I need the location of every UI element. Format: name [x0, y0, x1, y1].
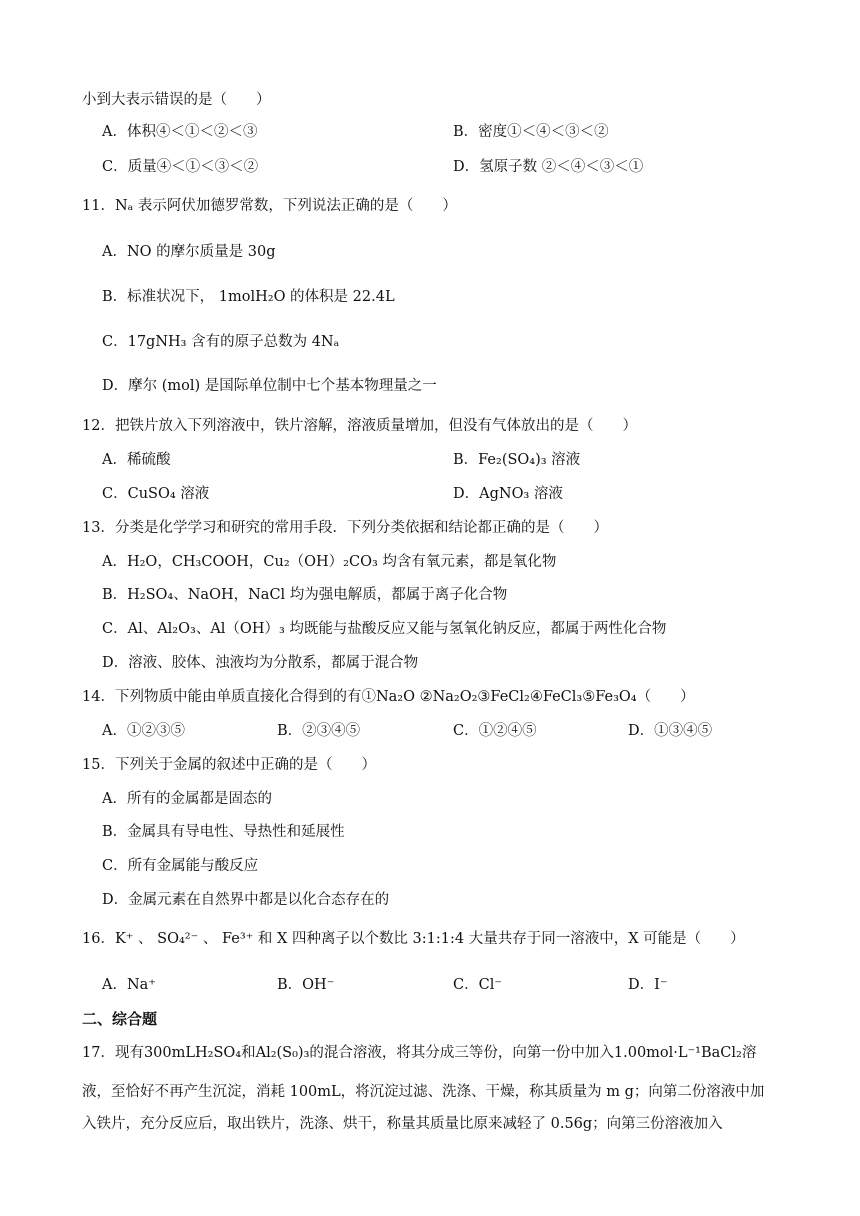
q14-option-d: D．①③④⑤ [628, 723, 713, 739]
q16-option-a: A．Na⁺ [102, 977, 156, 993]
q10-option-d: D．氢原子数 ②＜④＜③＜① [453, 159, 644, 175]
question-17-line-1: 17．现有300mLH₂SO₄和Al₂(S₀)₃的混合溶液，将其分成三等份，向第一份中加入1.00mol·L⁻¹BaCl₂溶 [82, 1045, 757, 1061]
q13-option-c: C．Al、Al₂O₃、Al（OH）₃ 均既能与盐酸反应又能与氢氧化钠反应，都属于两性化合物 [102, 621, 667, 637]
q13-option-b: B．H₂SO₄、NaOH，NaCl 均为强电解质，都属于离子化合物 [102, 587, 508, 603]
question-16-stem: 16．K⁺ 、 SO₄²⁻ 、 Fe³⁺ 和 X 四种离子以个数比 3:1:1:4 大量共存于同一溶液中，X 可能是（ ） [82, 931, 745, 947]
question-14-stem: 14．下列物质中能由单质直接化合得到的有①Na₂O ②Na₂O₂③FeCl₂④FeCl₃⑤Fe₃O₄（ ） [82, 689, 695, 705]
q16-option-c: C．Cl⁻ [453, 977, 502, 993]
question-17-line-2: 液，至恰好不再产生沉淀，消耗 100mL，将沉淀过滤、洗涤、干燥，称其质量为 m g；向第二份溶液中加 [82, 1084, 765, 1100]
section-heading-comprehensive: 二、综合题 [82, 1010, 158, 1028]
q10-option-a: A．体积④＜①＜②＜③ [102, 124, 258, 140]
q12-option-d: D．AgNO₃ 溶液 [453, 486, 563, 502]
q14-option-c: C．①②④⑤ [453, 723, 537, 739]
q12-option-b: B．Fe₂(SO₄)₃ 溶液 [453, 452, 581, 468]
q12-option-c: C．CuSO₄ 溶液 [102, 486, 210, 502]
question-10-stem-tail: 小到大表示错误的是（ ） [82, 92, 271, 108]
q13-option-a: A．H₂O，CH₃COOH，Cu₂（OH）₂CO₃ 均含有氧元素，都是氧化物 [102, 554, 557, 570]
q13-option-d: D．溶液、胶体、浊液均为分散系，都属于混合物 [102, 655, 419, 671]
q11-option-b: B．标准状况下， 1molH₂O 的体积是 22.4L [102, 289, 395, 305]
question-17-line-3: 入铁片，充分反应后，取出铁片，洗涤、烘干，称量其质量比原来减轻了 0.56g；向第三份溶液加入 [82, 1116, 723, 1132]
question-13-stem: 13．分类是化学学习和研究的常用手段．下列分类依据和结论都正确的是（ ） [82, 520, 608, 536]
q16-option-d: D．I⁻ [628, 977, 668, 993]
q10-option-c: C．质量④＜①＜③＜② [102, 159, 259, 175]
q16-option-b: B．OH⁻ [277, 977, 335, 993]
q14-option-a: A．①②③⑤ [102, 723, 185, 739]
q14-option-b: B．②③④⑤ [277, 723, 361, 739]
question-11-stem: 11．Nₐ 表示阿伏加德罗常数，下列说法正确的是（ ） [82, 198, 457, 214]
q15-option-c: C．所有金属能与酸反应 [102, 858, 259, 874]
q15-option-a: A．所有的金属都是固态的 [102, 791, 272, 807]
q11-option-a: A．NO 的摩尔质量是 30g [102, 244, 276, 260]
q15-option-d: D．金属元素在自然界中都是以化合态存在的 [102, 892, 390, 908]
question-12-stem: 12．把铁片放入下列溶液中，铁片溶解，溶液质量增加，但没有气体放出的是（ ） [82, 418, 637, 434]
q12-option-a: A．稀硫酸 [102, 452, 171, 468]
q10-option-b: B．密度①＜④＜③＜② [453, 124, 609, 140]
q11-option-d: D．摩尔 (mol) 是国际单位制中七个基本物理量之一 [102, 378, 437, 394]
q15-option-b: B．金属具有导电性、导热性和延展性 [102, 824, 345, 840]
question-15-stem: 15．下列关于金属的叙述中正确的是（ ） [82, 757, 376, 773]
q11-option-c: C．17gNH₃ 含有的原子总数为 4Nₐ [102, 334, 340, 350]
